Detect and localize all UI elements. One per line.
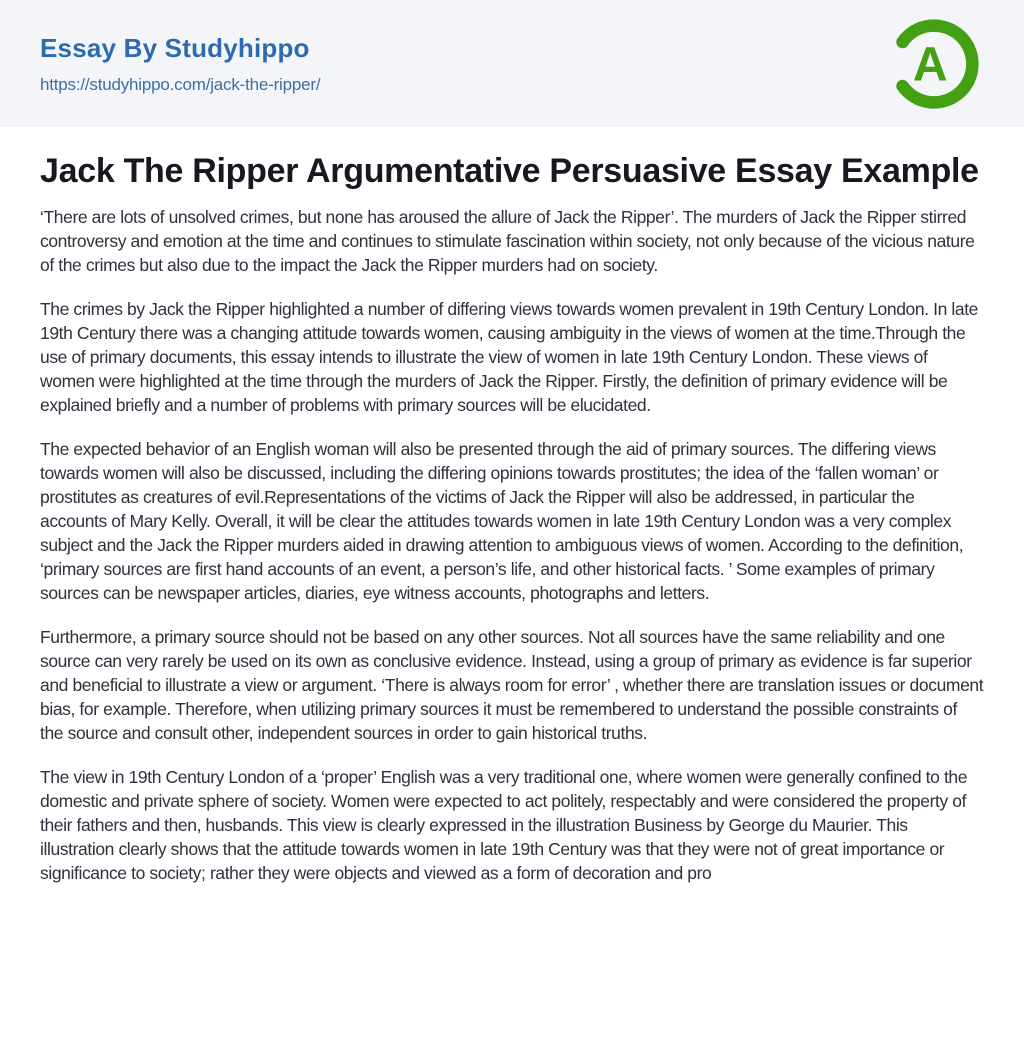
page-header: [0, 0, 1024, 127]
essay-paragraph: Furthermore, a primary source should not be based on any other sources. Not all sources have the same reliability and one source can very rarely be used on its own as conclusive evidence. Instead, using a group of primary as evidence is far superior and beneficial to illustrate a view or argument. ‘There is always room for error’ , whether there are translation issues or document bias, for example. Therefore, when utilizing primary sources it must be remembered to understand the possible constraints of the source and consult other, independent sources in order to gain historical truths.: [40, 627, 984, 743]
site-title: Essay By Studyhippo: [40, 32, 310, 63]
essay-paragraph: The crimes by Jack the Ripper highlighted a number of differing views towards women prevalent in 19th Century London. In late 19th Century there was a changing attitude towards women, causing ambiguity in the views of women at the time.Through the use of primary documents, this essay intends to illustrate the view of women in late 19th Century London. These views of women were highlighted at the time through the murders of Jack the Ripper. Firstly, the definition of primary evidence will be explained briefly and a number of problems with primary sources will be elucidated.: [40, 299, 978, 415]
logo-letter: A: [912, 37, 948, 91]
essay-paragraph: The view in 19th Century London of a ‘proper’ English was a very traditional one, where women were generally confined to the domestic and private sphere of society. Women were expected to act politely, respectably and were considered the property of their fathers and then, husbands. This view is clearly expressed in the illustration Business by George du Maurier. This illustration clearly shows that the attitude towards women in late 19th Century was that they were not of great importance or significance to society; rather they were objects and viewed as a form of decoration and pro: [40, 767, 968, 883]
studyhippo-logo-icon: [886, 16, 982, 112]
essay-body: [40, 205, 984, 885]
essay-paragraph: The expected behavior of an English woman will also be presented through the aid of primary sources. The differing views towards women will also be discussed, including the differing opinions towards prostitutes; the idea of the ‘fallen woman’ or prostitutes as creatures of evil.Representations of the victims of Jack the Ripper will also be addressed, in particular the accounts of Mary Kelly. Overall, it will be clear the attitudes towards women in late 19th Century London was a very complex subject and the Jack the Ripper murders aided in drawing attention to ambiguous views of women. According to the definition, ‘primary sources are first hand accounts of an event, a person’s life, and other historical facts. ’ Some examples of primary sources can be newspaper articles, diaries, eye witness accounts, photographs and letters.: [40, 439, 964, 603]
site-info: [40, 33, 320, 95]
essay-paragraph: ‘There are lots of unsolved crimes, but none has aroused the allure of Jack the Ripper’. The murders of Jack the Ripper stirred controversy and emotion at the time and continues to stimulate fascination within society, not only because of the vicious nature of the crimes but also due to the impact the Jack the Ripper murders had on society.: [40, 207, 975, 275]
essay-title: Jack The Ripper Argumentative Persuasive Essay Example: [40, 152, 979, 190]
essay-content: [0, 127, 1024, 885]
essay-source-url-link[interactable]: https://studyhippo.com/jack-the-ripper/: [40, 74, 321, 94]
